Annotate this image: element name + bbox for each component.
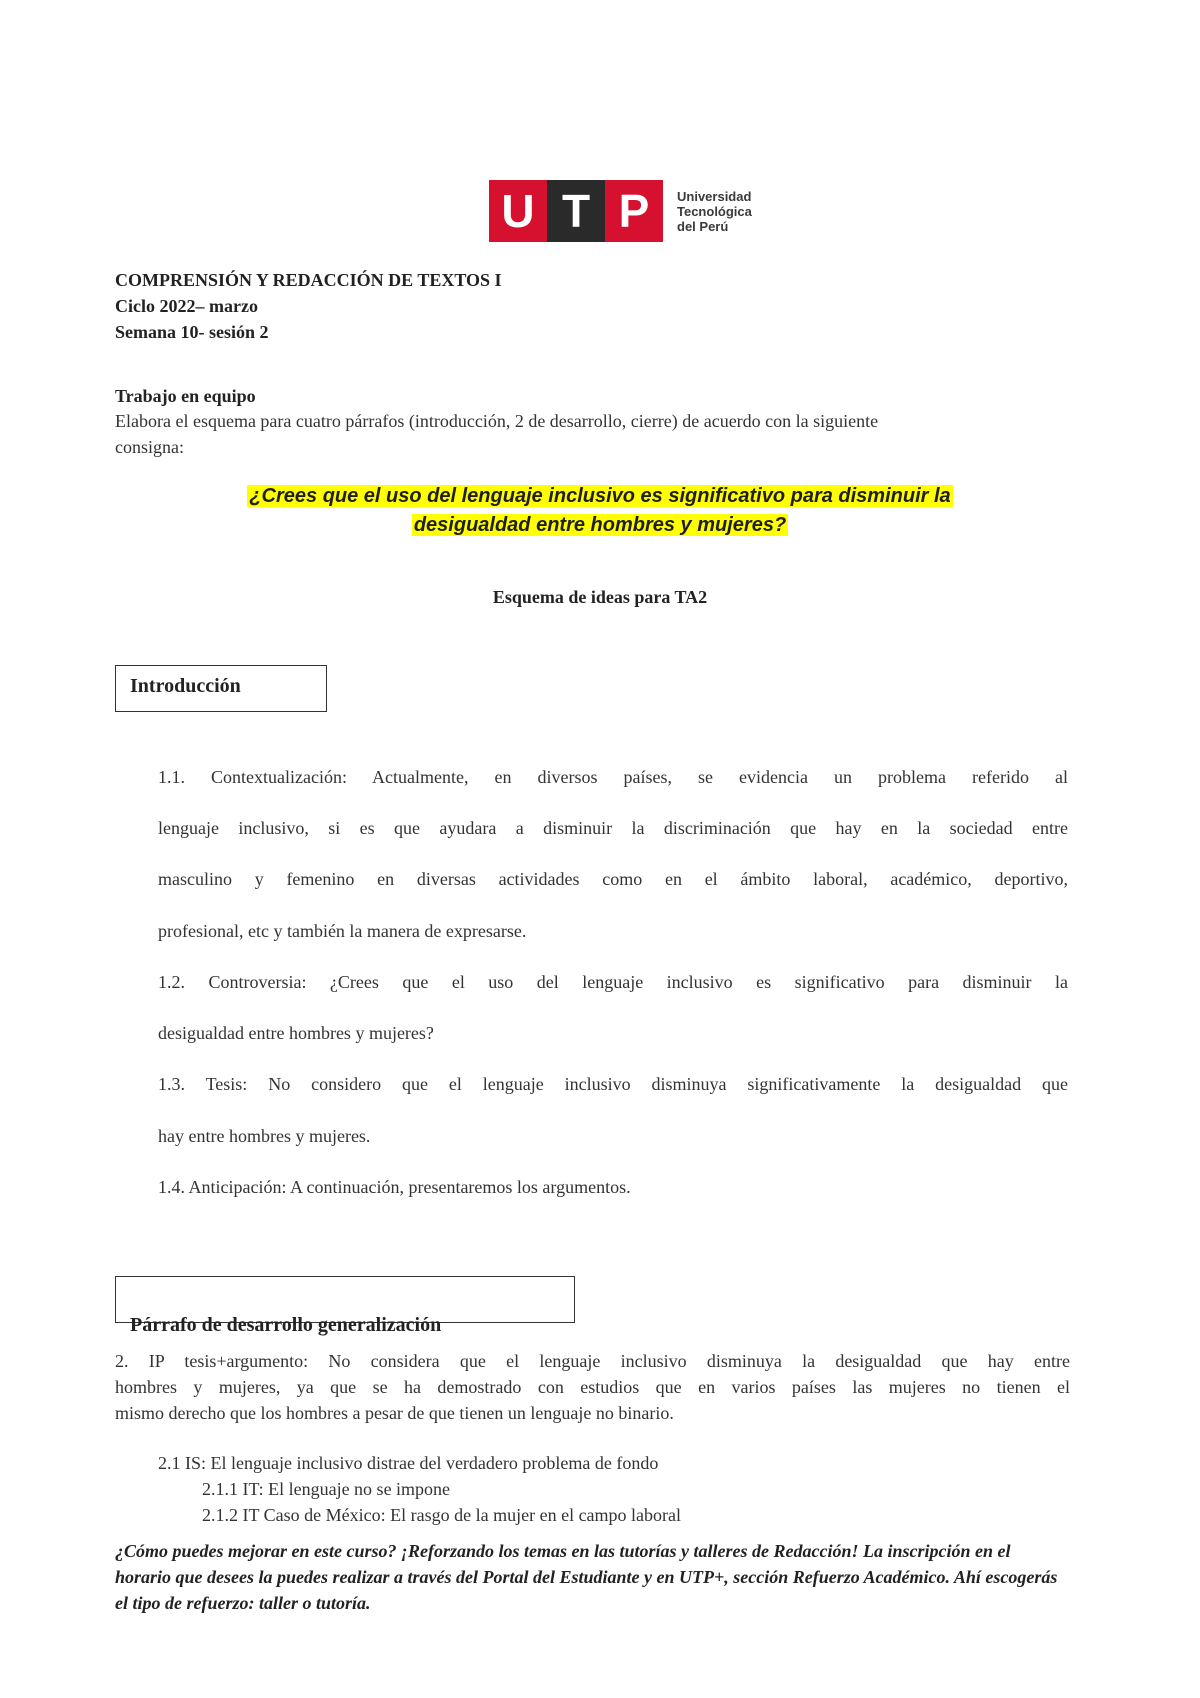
intro-line-9: 1.4. Anticipación: A continuación, presentaremos los argumentos. — [158, 1177, 631, 1197]
logo-letter-p: P — [605, 180, 663, 242]
week-label: Semana 10- sesión 2 — [115, 322, 269, 342]
intro-line-4: profesional, etc y también la manera de expresarse. — [158, 921, 527, 941]
question-line-1: ¿Crees que el uso del lenguaje inclusivo es significativo para disminuir la — [249, 485, 951, 507]
scheme-title: Esquema de ideas para TA2 — [492, 587, 708, 607]
guiding-question — [160, 482, 1040, 540]
task-title: Trabajo en equipo — [115, 386, 256, 406]
logo-name-line-3: del Perú — [677, 218, 729, 234]
intro-line-7: 1.3. Tesis: No considero que el lenguaje inclusivo disminuya significativamente la desigualdad que — [158, 1074, 1068, 1094]
course-title: COMPRENSIÓN Y REDACCIÓN DE TEXTOS I — [115, 270, 502, 290]
development-line-2: hombres y mujeres, ya que se ha demostrado con estudios que en varios países las mujeres no tienen el — [115, 1377, 1070, 1397]
intro-line-5: 1.2. Controversia: ¿Crees que el uso del lenguaje inclusivo es significativo para disminuir la — [158, 972, 1068, 992]
development-section-label: Párrafo de desarrollo generalización — [130, 1314, 442, 1336]
logo-letter-t: T — [547, 180, 605, 242]
intro-line-2: lenguaje inclusivo, si es que ayudara a disminuir la discriminación que hay en la sociedad entre — [158, 818, 1068, 838]
task-instruction-line-1: Elabora el esquema para cuatro párrafos (introducción, 2 de desarrollo, cierre) de acuerdo con la siguiente — [115, 411, 879, 431]
logo-name-line-2: Tecnológica — [677, 203, 752, 219]
development-line-1: 2. IP tesis+argumento: No considera que el lenguaje inclusivo disminuya la desigualdad que hay entre — [115, 1351, 1070, 1371]
tertiary-idea-2: 2.1.2 IT Caso de México: El rasgo de la mujer en el campo laboral — [202, 1505, 682, 1525]
intro-line-1: 1.1. Contextualización: Actualmente, en diversos países, se evidencia un problema referido al — [158, 767, 1068, 787]
footer-note: ¿Cómo puedes mejorar en este curso? ¡Reforzando los temas en las tutorías y talleres de Redacción! La inscripción en el horario que desees la puedes realizar a través del Portal del Estudiante y en UTP+, sección Refuerzo Académico. Ahí escogerás el tipo de refuerzo: taller o tutoría. — [115, 1541, 1058, 1613]
question-line-2: desigualdad entre hombres y mujeres? — [413, 514, 787, 536]
task-instruction-line-2: consigna: — [115, 437, 184, 457]
logo-name-line-1: Universidad — [677, 188, 752, 204]
cycle-label: Ciclo 2022– marzo — [115, 296, 258, 316]
logo-letter-u: U — [489, 180, 547, 242]
intro-line-3: masculino y femenino en diversas actividades como en el ámbito laboral, académico, deportivo, — [158, 869, 1068, 889]
utp-logo — [489, 180, 752, 242]
tertiary-idea-1: 2.1.1 IT: El lenguaje no se impone — [202, 1479, 451, 1499]
intro-line-6: desigualdad entre hombres y mujeres? — [158, 1023, 434, 1043]
secondary-idea: 2.1 IS: El lenguaje inclusivo distrae del verdadero problema de fondo — [158, 1453, 659, 1473]
intro-section-label: Introducción — [130, 675, 241, 697]
intro-line-8: hay entre hombres y mujeres. — [158, 1126, 371, 1146]
development-line-3: mismo derecho que los hombres a pesar de que tienen un lenguaje no binario. — [115, 1403, 674, 1423]
logo-university-name — [677, 180, 752, 242]
